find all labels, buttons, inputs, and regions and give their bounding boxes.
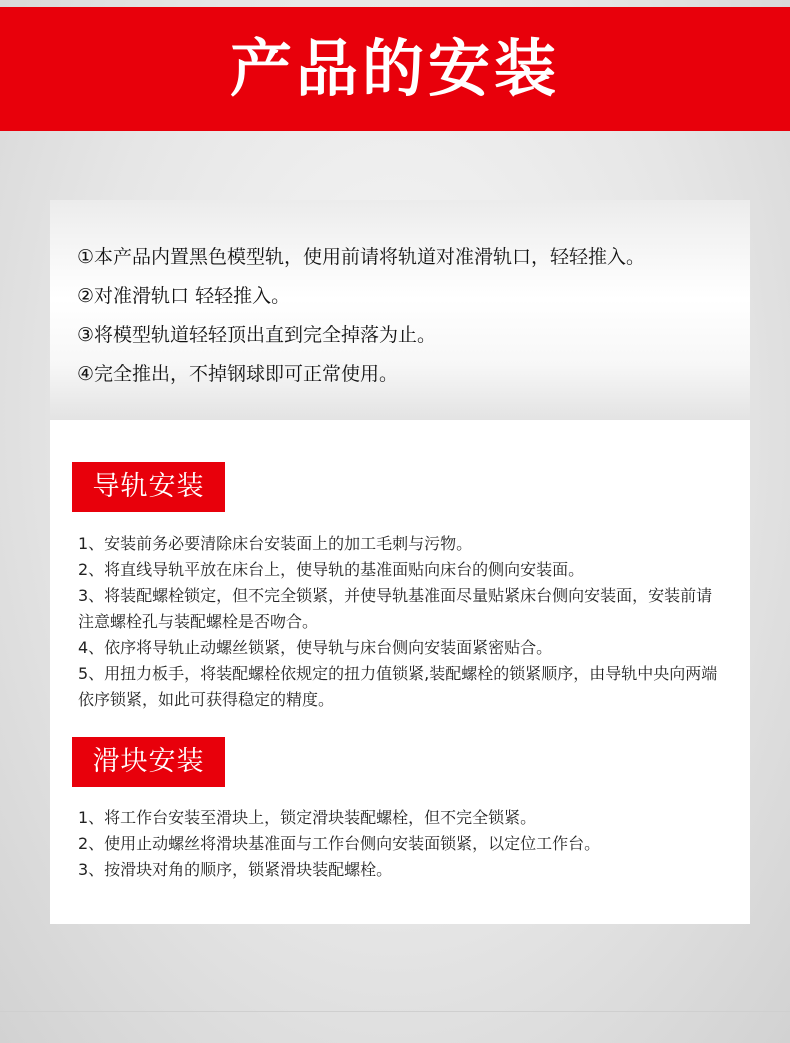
- rail-step: 5、用扭力板手，将装配螺栓依规定的扭力值锁紧,装配螺栓的锁紧顺序，由导轨中央向两端依序锁紧，如此可获得稳定的精度。: [78, 664, 718, 709]
- intro-item: ④完全推出，不掉钢球即可正常使用。: [77, 363, 399, 385]
- rail-installation-heading: 导轨安装: [72, 462, 225, 512]
- slider-step: 3、按滑块对角的顺序，锁紧滑块装配螺栓。: [78, 860, 393, 879]
- slider-installation-heading: 滑块安装: [72, 737, 225, 787]
- intro-section: [50, 200, 750, 420]
- content-card: [50, 200, 750, 924]
- slider-step: 1、将工作台安装至滑块上，锁定滑块装配螺栓，但不完全锁紧。: [78, 808, 537, 827]
- rail-step: 1、安装前务必要清除床台安装面上的加工毛刺与污物。: [78, 534, 473, 553]
- intro-list: [77, 238, 645, 394]
- header-banner: [0, 7, 790, 131]
- slider-step: 2、使用止动螺丝将滑块基准面与工作台侧向安装面锁紧，以定位工作台。: [78, 834, 601, 853]
- slider-installation-steps: [78, 805, 728, 883]
- rail-step: 4、依序将导轨止动螺丝锁紧，使导轨与床台侧向安装面紧密贴合。: [78, 638, 553, 657]
- rail-step: 2、将直线导轨平放在床台上，使导轨的基准面贴向床台的侧向安装面。: [78, 560, 585, 579]
- rail-step: 3、将装配螺栓锁定，但不完全锁紧，并使导轨基准面尽量贴紧床台侧向安装面，安装前请注意螺栓孔与装配螺栓是否吻合。: [78, 586, 713, 631]
- intro-item: ①本产品内置黑色模型轨，使用前请将轨道对准滑轨口，轻轻推入。: [77, 246, 646, 268]
- intro-item: ③将模型轨道轻轻顶出直到完全掉落为止。: [77, 324, 437, 346]
- rail-installation-steps: [78, 531, 728, 713]
- page-title: 产品的安装: [229, 32, 560, 105]
- intro-item: ②对准滑轨口 轻轻推入。: [77, 285, 291, 307]
- divider: [0, 1011, 790, 1012]
